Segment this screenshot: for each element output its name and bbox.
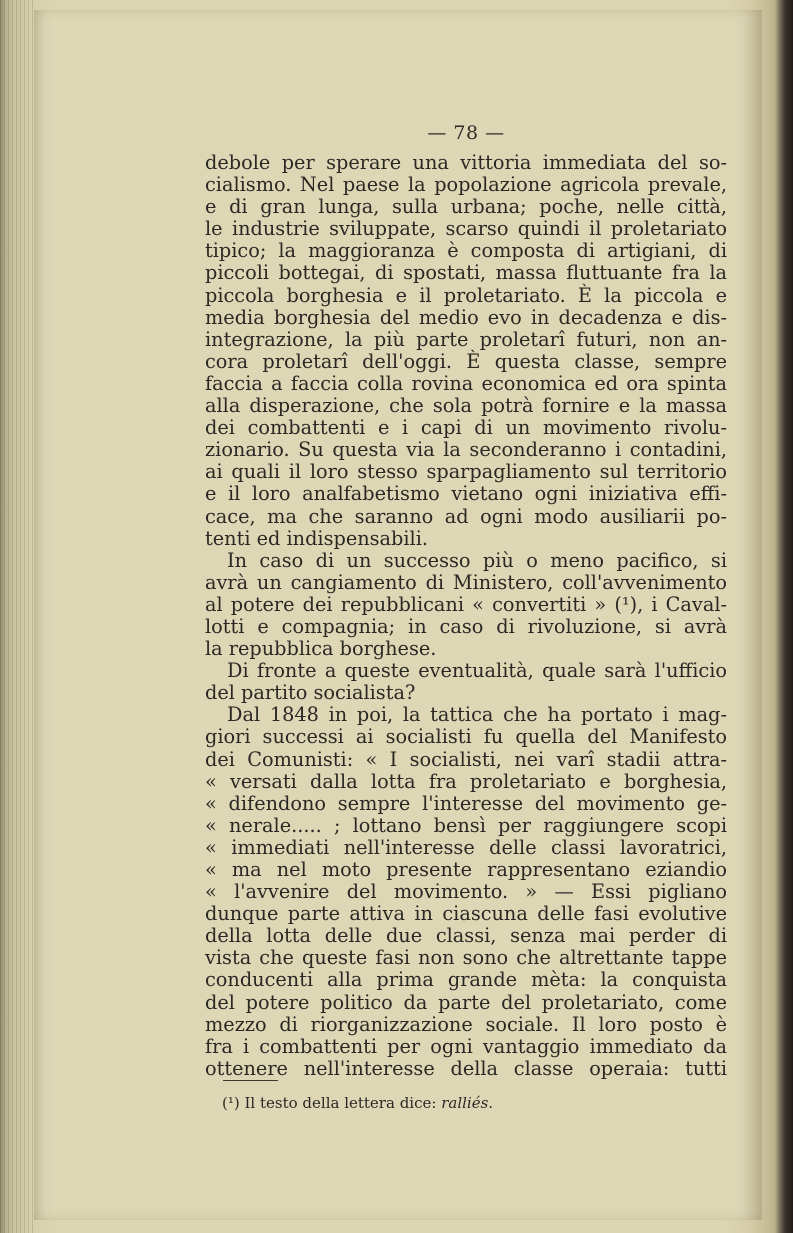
- text-line: le industrie sviluppate, scarso quindi il proletariato: [205, 217, 727, 241]
- text-line: tipico; la maggioranza è composta di artigiani, di: [205, 239, 727, 263]
- text-line: cora proletarî dell'oggi. È questa classe, sempre: [205, 349, 727, 373]
- text-line: Dal 1848 in poi, la tattica che ha portato i mag-: [227, 703, 727, 727]
- text-line: « l'avvenire del movimento. » — Essi pigliano: [205, 880, 727, 904]
- text-line: fra i combattenti per ogni vantaggio immediato da: [205, 1034, 727, 1058]
- text-line: del partito socialista?: [205, 681, 416, 705]
- text-line: del potere politico da parte del proletariato, come: [205, 990, 727, 1014]
- text-line: lotti e compagnia; in caso di rivoluzione, si avrà: [205, 614, 727, 638]
- text-line: al potere dei repubblicani « convertiti » (¹), i Caval-: [205, 592, 727, 616]
- text-line: faccia a faccia colla rovina economica ed ora spinta: [205, 371, 727, 395]
- text-line: cialismo. Nel paese la popolazione agricola prevale,: [205, 173, 727, 197]
- text-line: avrà un cangiamento di Ministero, coll'avvenimento: [205, 570, 727, 594]
- binding-shadow: [775, 0, 793, 1233]
- footnote-text: Il testo della lettera dice:: [244, 1094, 437, 1112]
- text-line: media borghesia del medio evo in decadenza e dis-: [205, 305, 727, 329]
- text-line: debole per sperare una vittoria immediata del so-: [205, 151, 727, 174]
- text-line: e il loro analfabetismo vietano ogni iniziativa effi-: [205, 482, 727, 506]
- text-line: Di fronte a queste eventualità, quale sarà l'ufficio: [227, 659, 727, 683]
- text-line: zionario. Su questa via la seconderanno i contadini,: [205, 438, 727, 462]
- text-line: integrazione, la più parte proletarî futuri, non an-: [205, 327, 727, 351]
- text-line: dei combattenti e i capi di un movimento rivolu-: [205, 416, 727, 440]
- text-line: « ma nel moto presente rappresentano eziandio: [205, 858, 727, 881]
- text-line: della lotta delle due classi, senza mai perder di: [205, 924, 727, 948]
- footnote-divider: [223, 1080, 278, 1081]
- text-line: cace, ma che saranno ad ogni modo ausiliarii po-: [205, 504, 727, 528]
- text-line: alla disperazione, che sola potrà fornire e la massa: [205, 394, 727, 418]
- text-line: « versati dalla lotta fra proletariato e borghesia,: [205, 769, 727, 793]
- text-line: ottenere nell'interesse della classe operaia: tutti: [205, 1056, 727, 1080]
- text-line: « immediati nell'interesse delle classi lavoratrici,: [205, 835, 727, 859]
- text-line: piccola borghesia e il proletariato. È la piccola e: [205, 283, 727, 307]
- text-line: vista che queste fasi non sono che altrettante tappe: [205, 946, 727, 970]
- text-line: conducenti alla prima grande mèta: la conquista: [205, 968, 727, 992]
- footnote-italic: ralliés.: [441, 1094, 494, 1112]
- text-line: mezzo di riorganizzazione sociale. Il loro posto è: [205, 1012, 727, 1036]
- footnote-marker: (¹): [222, 1094, 240, 1112]
- text-line: giori successi ai socialisti fu quella del Manifesto: [205, 725, 727, 749]
- page-edges: [0, 0, 34, 1233]
- footnote: [222, 1094, 727, 1112]
- page-number: — 78 —: [427, 122, 505, 144]
- text-line: « nerale..... ; lottano bensì per raggiungere scopi: [205, 813, 727, 837]
- text-line: dunque parte attiva in ciascuna delle fasi evolutive: [205, 902, 727, 926]
- text-line: ai quali il loro stesso sparpagliamento sul territorio: [205, 460, 727, 484]
- text-line: dei Comunisti: « I socialisti, nei varî stadii attra-: [205, 747, 727, 771]
- body-text: [205, 152, 727, 1080]
- text-line: e di gran lunga, sulla urbana; poche, nelle città,: [205, 195, 727, 219]
- text-line: la repubblica borghese.: [205, 637, 437, 661]
- text-line: piccoli bottegai, di spostati, massa fluttuante fra la: [205, 261, 727, 285]
- text-line: « difendono sempre l'interesse del movimento ge-: [205, 791, 727, 815]
- text-line: In caso di un successo più o meno pacifico, si: [227, 548, 727, 572]
- text-line: tenti ed indispensabili.: [205, 526, 429, 550]
